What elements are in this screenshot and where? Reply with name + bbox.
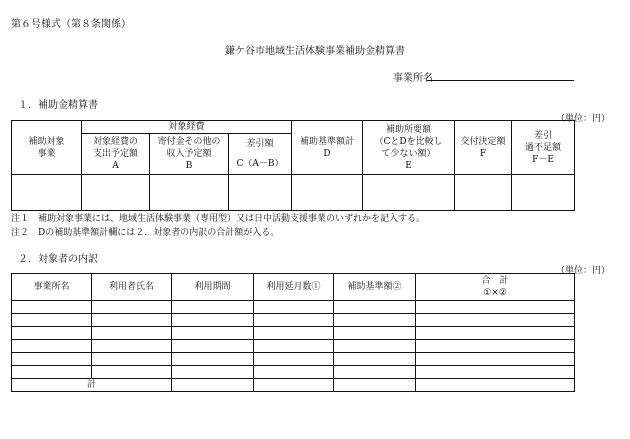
settlement-data-row xyxy=(12,175,575,211)
cell-months-total[interactable] xyxy=(254,379,334,392)
col-months: 利用延月数① xyxy=(254,274,334,301)
cell-total[interactable] xyxy=(416,314,575,327)
business-name-field[interactable] xyxy=(427,80,574,81)
cell-standard[interactable] xyxy=(334,340,416,353)
cell-office[interactable] xyxy=(12,353,92,366)
col-required xyxy=(363,121,455,175)
cell-standard-total[interactable] xyxy=(334,379,416,392)
col-standard-total-letter: D xyxy=(323,148,331,159)
col-balance-label: 差引 過不足額 xyxy=(525,130,562,153)
col-deduction-label: 差引額 xyxy=(246,139,274,149)
cell-months[interactable] xyxy=(254,353,334,366)
col-subject: 補助対象 事業 xyxy=(12,121,82,175)
cell-months[interactable] xyxy=(254,327,334,340)
cell-office[interactable] xyxy=(12,340,92,353)
cell-months[interactable] xyxy=(254,366,334,379)
col-planned-expense-label: 対象経費の 支出予定額 xyxy=(92,137,138,159)
section1-unit: （単位：円） xyxy=(556,114,611,124)
cell-standard-total[interactable] xyxy=(292,175,363,211)
col-total: 合 計 ①×② xyxy=(416,274,575,301)
cell-period[interactable] xyxy=(172,340,254,353)
cell-grand-total[interactable] xyxy=(416,379,575,392)
cell-period[interactable] xyxy=(172,327,254,340)
cell-subject[interactable] xyxy=(12,175,82,211)
cell-total[interactable] xyxy=(416,340,575,353)
table-row xyxy=(12,353,575,366)
form-number: 第６号様式（第８条関係） xyxy=(11,19,131,30)
cell-user[interactable] xyxy=(92,353,172,366)
cell-required[interactable] xyxy=(363,175,455,211)
cell-decided[interactable] xyxy=(455,175,512,211)
cell-planned-expense[interactable] xyxy=(82,175,150,211)
note-1: 注１ 補助対象事業には、地域生活体験事業（専用型）又は日中活動支援事業のいずれかを記入する。 xyxy=(11,214,426,224)
col-balance-letter: F－E xyxy=(532,154,554,165)
cell-standard[interactable] xyxy=(334,366,416,379)
cell-months[interactable] xyxy=(254,301,334,314)
cell-standard[interactable] xyxy=(334,327,416,340)
col-deduction xyxy=(229,134,292,175)
cell-user[interactable] xyxy=(92,327,172,340)
recipients-table xyxy=(11,273,575,392)
cell-user[interactable] xyxy=(92,314,172,327)
col-donation-letter: B xyxy=(185,161,193,171)
table-row xyxy=(12,366,575,379)
col-standard-total-label: 補助基準額計 xyxy=(300,136,355,147)
cell-period-total[interactable] xyxy=(172,379,254,392)
total-row-label: 計 xyxy=(12,379,172,392)
col-required-letter: E xyxy=(405,160,412,171)
cell-office[interactable] xyxy=(12,327,92,340)
cell-donation[interactable] xyxy=(150,175,229,211)
col-standard: 補助基準額② xyxy=(334,274,416,301)
table-row xyxy=(12,301,575,314)
col-required-label: 補助所要額 （CとDを比較し て少ない額） xyxy=(374,124,443,159)
section2-heading: ２．対象者の内訳 xyxy=(18,254,98,265)
section2-unit: （単位：円） xyxy=(556,266,611,276)
cell-period[interactable] xyxy=(172,301,254,314)
business-name-label: 事業所名 xyxy=(393,73,433,84)
cell-period[interactable] xyxy=(172,366,254,379)
cell-total[interactable] xyxy=(416,366,575,379)
cell-user[interactable] xyxy=(92,366,172,379)
col-decided xyxy=(455,121,512,175)
col-balance xyxy=(512,121,575,175)
col-planned-expense-letter: A xyxy=(112,161,119,171)
cell-user[interactable] xyxy=(92,301,172,314)
col-period: 利用期間 xyxy=(172,274,254,301)
col-donation-label: 寄付金その他の 収入予定額 xyxy=(157,137,221,159)
col-planned-expense xyxy=(82,134,150,175)
cell-standard[interactable] xyxy=(334,301,416,314)
col-standard-total xyxy=(292,121,363,175)
cell-deduction[interactable] xyxy=(229,175,292,211)
settlement-table xyxy=(11,120,575,211)
col-deduction-letter: C（A－B） xyxy=(236,159,284,169)
cell-months[interactable] xyxy=(254,314,334,327)
table-row xyxy=(12,327,575,340)
cell-total[interactable] xyxy=(416,327,575,340)
cell-period[interactable] xyxy=(172,353,254,366)
section1-heading: １．補助金精算書 xyxy=(18,100,98,111)
cell-total[interactable] xyxy=(416,353,575,366)
col-target-cost: 対象経費 xyxy=(82,121,292,134)
col-donation xyxy=(150,134,229,175)
col-decided-label: 交付決定額 xyxy=(460,136,506,147)
document-title: 鎌ケ谷市地域生活体験事業補助金精算書 xyxy=(225,46,405,57)
cell-office[interactable] xyxy=(12,301,92,314)
cell-office[interactable] xyxy=(12,314,92,327)
cell-office[interactable] xyxy=(12,366,92,379)
table-row xyxy=(12,314,575,327)
cell-period[interactable] xyxy=(172,314,254,327)
cell-balance[interactable] xyxy=(512,175,575,211)
table-row xyxy=(12,340,575,353)
cell-standard[interactable] xyxy=(334,314,416,327)
col-office: 事業所名 xyxy=(12,274,92,301)
cell-total[interactable] xyxy=(416,301,575,314)
cell-months[interactable] xyxy=(254,340,334,353)
note-2: 注２ Dの補助基準額計欄には２．対象者の内訳の合計額が入る。 xyxy=(11,228,280,238)
col-decided-letter: F xyxy=(479,148,487,159)
table-total-row xyxy=(12,379,575,392)
cell-user[interactable] xyxy=(92,340,172,353)
cell-standard[interactable] xyxy=(334,353,416,366)
col-user: 利用者氏名 xyxy=(92,274,172,301)
